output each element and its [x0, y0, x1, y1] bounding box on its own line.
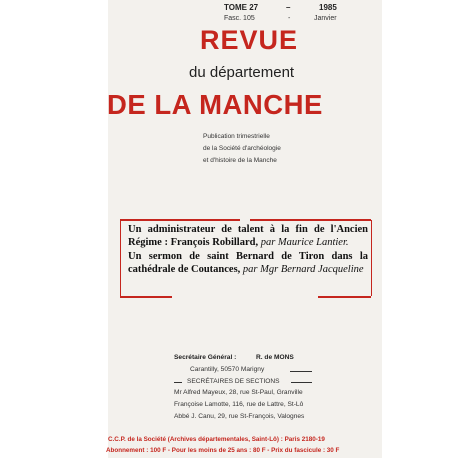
header-dash: – — [286, 3, 291, 12]
address-rule — [290, 371, 312, 372]
tome-label: TOME 27 — [224, 3, 259, 12]
title-revue: REVUE — [200, 25, 299, 55]
article-2-author: par Mgr Bernard Jacqueline — [242, 263, 364, 275]
footer-ccp: C.C.P. de la Société (Archives départementales, Saint-Lô) : Paris 2180-19 — [108, 436, 325, 443]
sections-heading: SECRÉTAIRES DE SECTIONS — [187, 378, 280, 385]
article-1-author: par Maurice Lantier. — [260, 236, 349, 248]
article-1 — [128, 224, 368, 249]
secretary-general-address: Carantilly, 50570 Marigny — [190, 366, 265, 373]
articles-list — [128, 224, 368, 278]
publication-line-3: et d'histoire de la Manche — [203, 157, 277, 164]
year-label: 1985 — [319, 3, 337, 12]
frame-top-line-left — [120, 219, 240, 221]
article-2-title: Un sermon de saint Bernard de Tiron dans la cathédrale de Coutances, — [128, 251, 368, 275]
month-label: Janvier — [314, 15, 337, 22]
sections-rule-right — [291, 382, 312, 383]
article-2 — [128, 251, 368, 276]
fascicule-label: Fasc. 105 — [224, 15, 255, 22]
footer-subscription: Abonnement : 100 F - Pour les moins de 25 ans : 80 F - Prix du fascicule : 30 F — [106, 447, 340, 454]
frame-bottom-line-left — [120, 296, 172, 298]
section-secretary-2: Françoise Lamotte, 116, rue de Lattre, St-Lô — [174, 401, 304, 408]
sections-rule-left — [174, 382, 182, 383]
publication-line-2: de la Société d'archéologie — [203, 145, 281, 152]
title-du-departement: du département — [189, 64, 295, 81]
article-1-title: Un administrateur de talent à la fin de l'Ancien Régime : François Robillard, — [128, 224, 368, 248]
publication-line-1: Publication trimestrielle — [203, 133, 270, 140]
journal-cover — [108, 0, 382, 458]
frame-top-line-right — [250, 219, 371, 221]
section-secretary-3: Abbé J. Canu, 29, rue St-François, Valognes — [174, 413, 305, 420]
title-de-la-manche: DE LA MANCHE — [107, 89, 323, 120]
section-secretary-1: Mr Alfred Mayeux, 28, rue St-Paul, Granville — [174, 389, 303, 396]
secretary-general-label: Secrétaire Général : — [174, 354, 237, 361]
header-dash-small: - — [288, 15, 291, 22]
frame-bottom-line-right — [318, 296, 371, 298]
secretary-general-name: R. de MONS — [256, 354, 294, 361]
